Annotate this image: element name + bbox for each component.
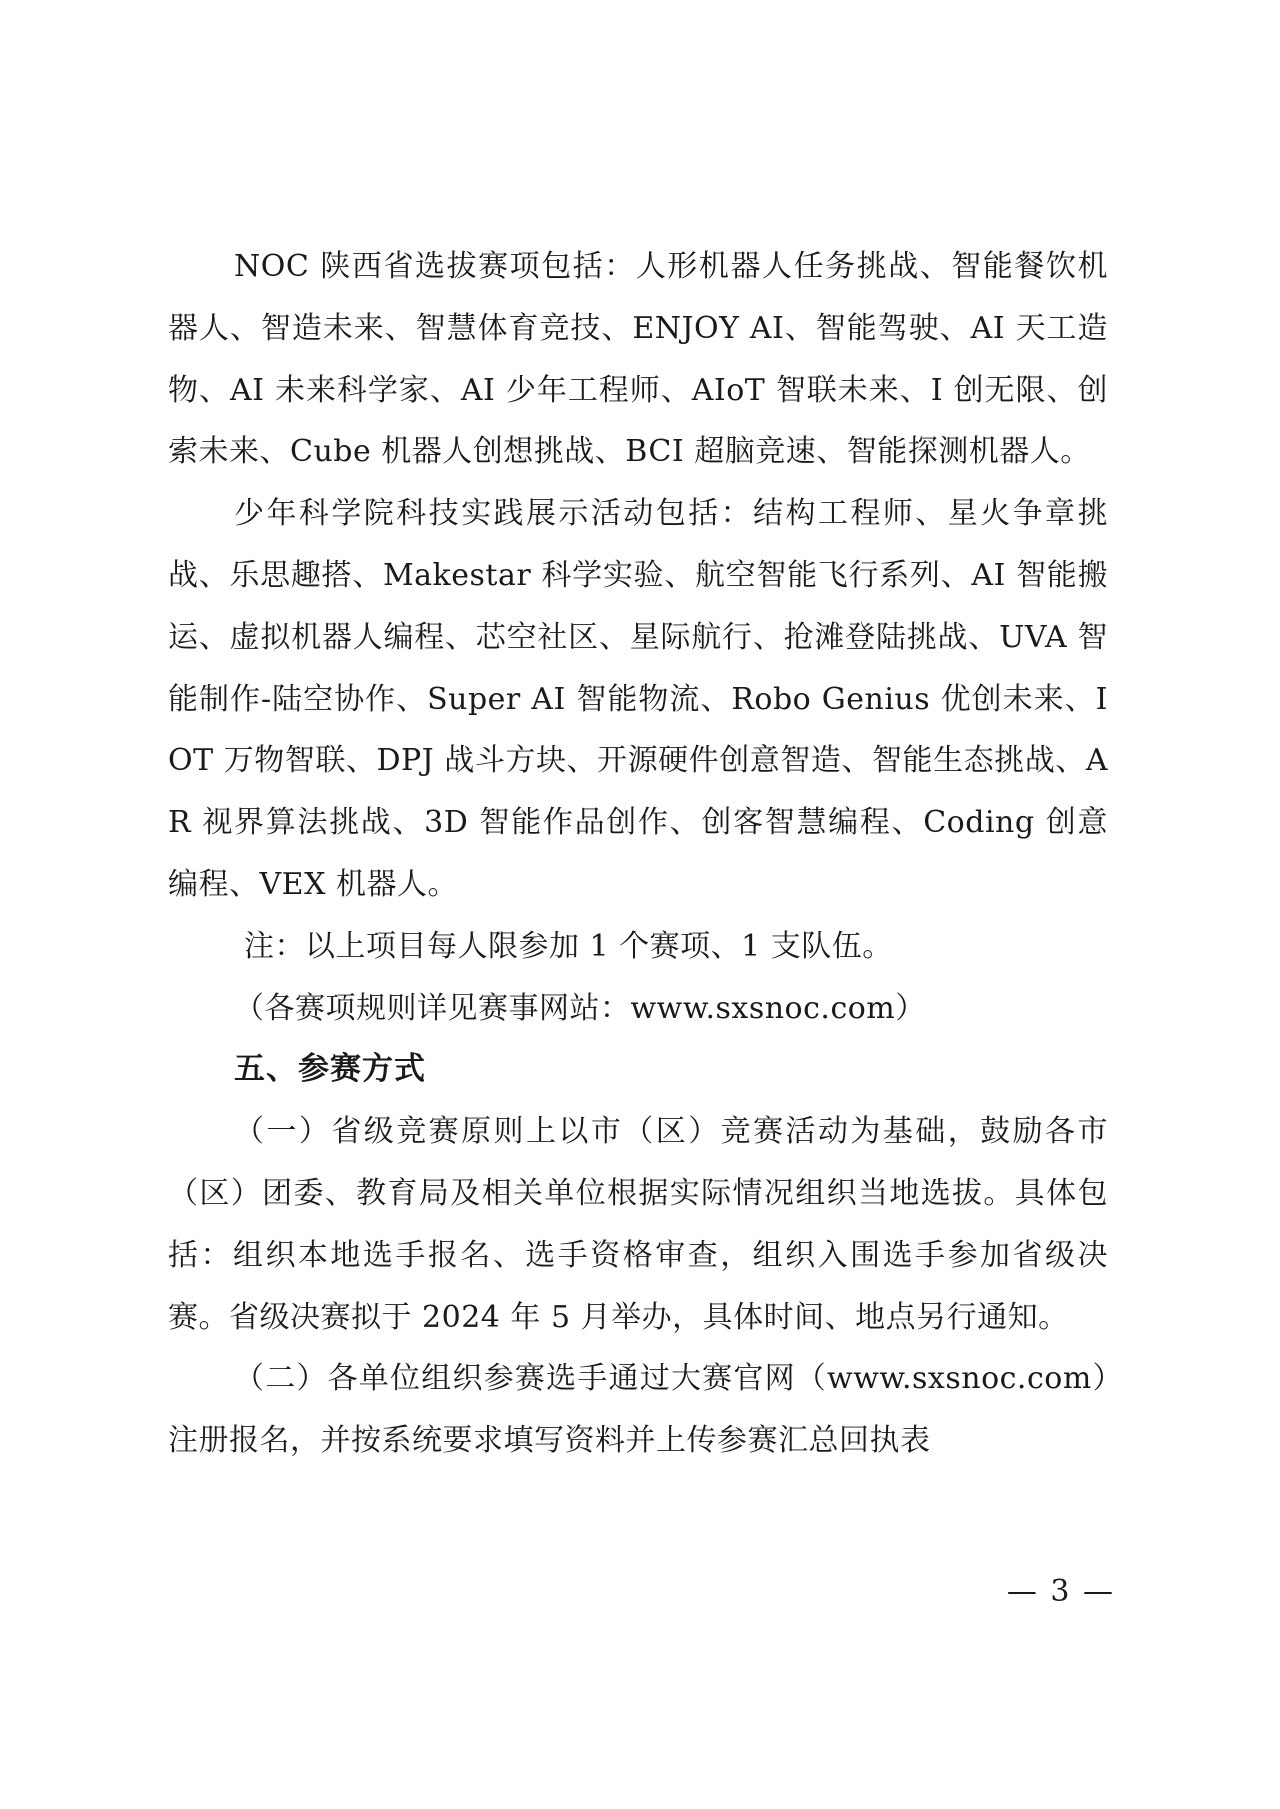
paragraph-noc-events: NOC 陕西省选拔赛项包括：人形机器人任务挑战、智能餐饮机器人、智造未来、智慧体育竞技、ENJOY AI、智能驾驶、AI 天工造物、AI 未来科学家、AI 少年工程师、AIoT 智联未来、I 创无限、创索未来、Cube 机器人创想挑战、BCI 超脑竞速、智能探测机器人。 <box>168 249 1108 470</box>
paragraph-participation-2: （二）各单位组织参赛选手通过大赛官网（www.sxsnoc.com）注册报名，并按系统要求填写资料并上传参赛汇总回执表 <box>168 1361 1108 1459</box>
section-heading: 五、参赛方式 <box>234 1051 426 1088</box>
paragraph-youth-academy-events: 少年科学院科技实践展示活动包括：结构工程师、星火争章挑战、乐思趣搭、Makestar 科学实验、航空智能飞行系列、AI 智能搬运、虚拟机器人编程、芯空社区、星际航行、抢滩登陆挑战、UVA 智能制作-陆空协作、Super AI 智能物流、Robo Genius 优创未来、IOT 万物智联、DPJ 战斗方块、开源硬件创意智造、智能生态挑战、AR 视界算法挑战、3D 智能作品创作、创客智慧编程、Coding 创意编程、VEX 机器人。 <box>168 496 1108 902</box>
page-number: — 3 — <box>1006 1574 1115 1609</box>
paragraph-participation-1: （一）省级竞赛原则上以市（区）竞赛活动为基础，鼓励各市（区）团委、教育局及相关单位根据实际情况组织当地选拔。具体包括：组织本地选手报名、选手资格审查，组织入围选手参加省级决赛。省级决赛拟于 2024 年 5 月举办，具体时间、地点另行通知。 <box>168 1114 1108 1335</box>
document-body <box>168 236 1108 1472</box>
paragraph-note: 注：以上项目每人限参加 1 个赛项、1 支队伍。 <box>244 928 893 964</box>
paragraph-rules-link: （各赛项规则详见赛事网站：www.sxsnoc.com） <box>234 990 926 1026</box>
